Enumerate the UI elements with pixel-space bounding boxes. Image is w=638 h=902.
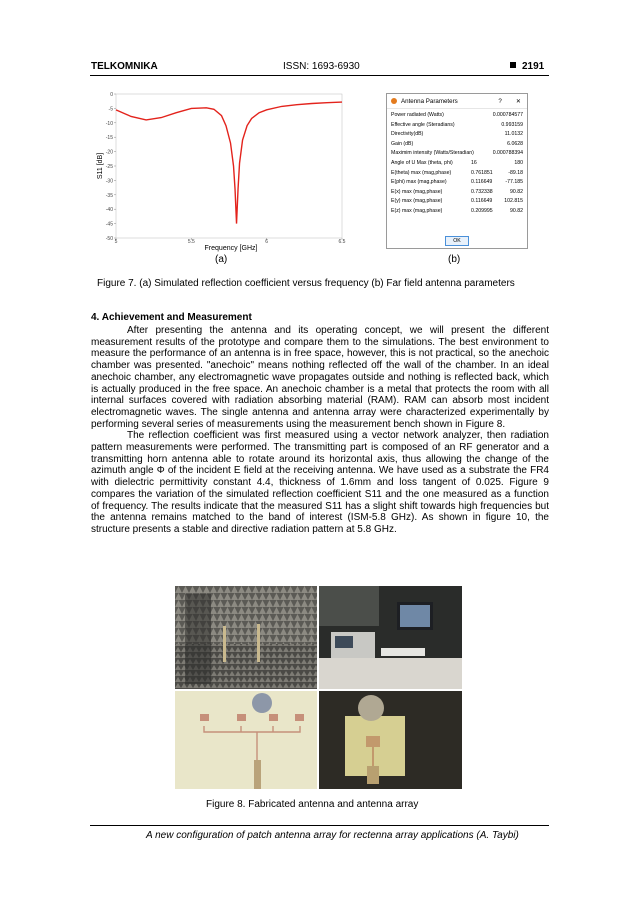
parameter-row bbox=[391, 122, 523, 132]
parameter-value-2: -89.18 bbox=[508, 169, 523, 176]
parameter-label: Angle of U Max (theta, phi) bbox=[391, 160, 453, 166]
antenna-array-photo bbox=[175, 691, 317, 789]
help-icon[interactable]: ? bbox=[498, 97, 502, 105]
y-tick-label: -40 bbox=[105, 207, 113, 214]
parameter-row bbox=[391, 150, 523, 160]
y-tick-label: 0 bbox=[110, 92, 113, 98]
app-icon bbox=[391, 98, 397, 104]
antenna-parameters-dialog bbox=[386, 93, 528, 249]
figure7-sublabel-a: (a) bbox=[215, 254, 228, 265]
y-tick-label: -30 bbox=[105, 178, 113, 185]
parameter-row bbox=[391, 170, 523, 180]
section-body bbox=[91, 325, 549, 536]
s11-chart bbox=[92, 88, 352, 254]
parameter-label: Power radiated (Watts) bbox=[391, 112, 444, 118]
y-tick-label: -50 bbox=[105, 236, 113, 242]
parameter-value: 11.0132 bbox=[504, 131, 523, 138]
parameter-row bbox=[391, 112, 523, 122]
parameter-row bbox=[391, 141, 523, 151]
parameter-value-2: 90.82 bbox=[510, 208, 523, 214]
parameter-value: 0.000788394 bbox=[492, 150, 523, 157]
journal-name: TELKOMNIKA bbox=[91, 61, 158, 72]
parameter-value-1: 16 bbox=[471, 160, 477, 166]
page-number-block bbox=[510, 61, 544, 72]
section-heading: 4. Achievement and Measurement bbox=[91, 312, 252, 323]
parameter-value-2: -77.185 bbox=[505, 179, 523, 186]
figure7-sublabel-b: (b) bbox=[448, 254, 461, 265]
paragraph-2: The reflection coefficient was first measured using a vector network analyzer, then radiation pattern measurements were performed. The transmitting part is composed of an RF generator and a transmitting horn antenna able to rotate around its horizontal axis, thus allowing the change of the azimuth angle Φ of the incident E field at the receiving antenna. We have used as a substrate the FR4 with dielectric permittivity constant 4.4, thickness of 1.6mm and loss tangent of 0.025. Figure 9 compares the variation of the simulated reflection coefficient S11 and the one measured as a function of frequency. The results indicate that the measured S11 has a slight shift towards high frequencies but the antenna remains matched to the band of interest (ISM-5.8 GHz). As shown in figure 10, the structure presents a stable and directive radiation pattern at 5.8 GHz. bbox=[91, 430, 549, 535]
parameter-value: 6.0628 bbox=[507, 140, 523, 147]
y-tick-label: -15 bbox=[105, 135, 113, 142]
y-tick-label: -5 bbox=[108, 106, 113, 113]
parameter-row bbox=[391, 198, 523, 208]
parameter-value: 0.993159 bbox=[501, 121, 523, 128]
square-bullet-icon bbox=[510, 62, 516, 68]
issn: ISSN: 1693-6930 bbox=[283, 61, 360, 72]
parameter-label: E(theta) max (mag,phase) bbox=[391, 169, 452, 176]
header-rule bbox=[90, 75, 549, 76]
y-tick-label: -25 bbox=[105, 164, 113, 170]
footer-rule bbox=[90, 825, 549, 826]
parameter-label: Directivity(dB) bbox=[391, 131, 424, 138]
plot-area bbox=[116, 94, 342, 238]
measurement-bench-photo bbox=[319, 586, 462, 689]
parameter-row bbox=[391, 208, 523, 218]
dialog-title: Antenna Parameters bbox=[401, 97, 458, 105]
chart-xlabel: Frequency [GHz] bbox=[204, 245, 258, 252]
parameter-value-2: 102.815 bbox=[504, 198, 523, 205]
dialog-titlebar bbox=[387, 94, 527, 109]
figure7-caption: Figure 7. (a) Simulated reflection coefficient versus frequency (b) Far field antenna parameters bbox=[97, 278, 515, 289]
y-tick-label: -10 bbox=[105, 120, 113, 127]
close-icon[interactable]: ✕ bbox=[515, 97, 521, 105]
parameter-label: Maximim intensity (Watts/Steradian) bbox=[391, 150, 474, 157]
x-tick-label: 6.5 bbox=[338, 239, 346, 245]
parameter-label: E(phi) max (mag,phase) bbox=[391, 179, 447, 186]
chart-ylabel: S11 [dB] bbox=[97, 152, 104, 180]
x-tick-label: 6 bbox=[265, 239, 269, 245]
x-tick-label: 5.5 bbox=[187, 239, 195, 245]
parameter-value-2: 90.82 bbox=[510, 188, 523, 195]
parameter-row bbox=[391, 179, 523, 189]
running-footer: A new configuration of patch antenna array for rectenna array applications (A. Taybi) bbox=[146, 830, 519, 841]
parameter-value-2: 180 bbox=[514, 160, 523, 166]
ok-button[interactable]: OK bbox=[445, 236, 469, 246]
parameter-value-1: 0.116649 bbox=[471, 179, 493, 186]
y-tick-label: -35 bbox=[105, 192, 113, 199]
y-tick-label: -45 bbox=[105, 221, 113, 228]
figure8-caption: Figure 8. Fabricated antenna and antenna array bbox=[206, 799, 419, 810]
parameter-row bbox=[391, 131, 523, 141]
parameter-row bbox=[391, 189, 523, 199]
parameter-value: 0.000784577 bbox=[492, 112, 523, 118]
parameter-value-1: 0.732338 bbox=[471, 188, 493, 195]
figure8-photo-collage bbox=[175, 586, 462, 789]
paragraph-1: After presenting the antenna and its operating concept, we will present the different measurement results of the prototype and compare them to the simulations. The best environment to measure the performance of an antenna is in free space, however, this is not practical, so the anechoic chamber was presented. "anechoic" means nothing reflected off the wall of the chamber. In an ideal anechoic chamber, any electromagnetic wave propagates outside and nothing is reflected back, which is actually produced in the free space. An anechoic chamber is a metal that protects the room with all internal surfaces covered with radiation absorbing material (RAM). RAM can absorb most incident electromagnetic waves. The single antenna and antenna array were characterized experimentally by performing several series of measurements using the measurement bench shown in Figure 8. bbox=[91, 325, 549, 430]
parameter-label: E(y) max (mag,phase) bbox=[391, 198, 443, 205]
single-antenna-photo bbox=[319, 691, 462, 789]
y-tick-label: -20 bbox=[105, 149, 113, 156]
x-tick-label: 5 bbox=[114, 239, 118, 245]
anechoic-chamber-photo bbox=[175, 586, 317, 689]
parameter-value-1: 0.761851 bbox=[471, 169, 493, 176]
parameter-label: E(x) max (mag,phase) bbox=[391, 188, 443, 195]
parameter-label: Gain (dB) bbox=[391, 140, 414, 147]
parameter-label: E(z) max (mag,phase) bbox=[391, 208, 443, 214]
parameter-row bbox=[391, 160, 523, 170]
parameter-label: Effective angle (Steradians) bbox=[391, 121, 455, 128]
parameter-value-1: 0.209995 bbox=[471, 208, 493, 214]
parameter-value-1: 0.116649 bbox=[471, 198, 493, 205]
page-number: 2191 bbox=[522, 61, 545, 72]
